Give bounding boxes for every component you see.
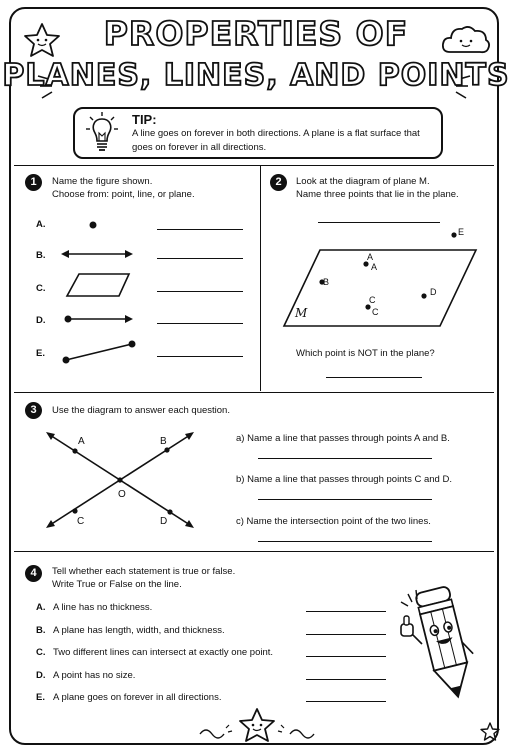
q4-answer-line-e[interactable] [306,701,386,702]
q4-statement-letter: C. [36,647,46,658]
corner-star-icon [480,722,500,742]
q1-figures [55,210,145,370]
point-a [72,448,77,453]
point-b [164,447,169,452]
q3-part-c: c) Name the intersection point of the two lines. [236,516,431,527]
figure-point [90,222,97,229]
question-number-1: 1 [25,174,42,191]
bottom-swirl-decoration-icon [196,722,318,742]
q1-answer-line-b[interactable] [157,258,243,259]
q4-statement-letter: A. [36,602,46,613]
point-c [72,508,77,513]
figure-ray [65,315,134,323]
q1-prompt-line2: Choose from: point, line, or plane. [52,189,195,200]
divider-bottom [14,551,494,552]
q1-prompt-line1: Name the figure shown. [52,176,153,187]
q4-statement-letter: D. [36,670,46,681]
intersecting-lines-diagram [40,425,200,535]
q4-answer-line-c[interactable] [306,656,386,657]
tip-title: TIP: [132,112,157,127]
q3-answer-line-b[interactable] [258,499,432,500]
pencil-mascot-icon [398,584,482,706]
point-d [421,293,426,298]
q1-item-letter: C. [36,283,46,294]
q4-statement-text: A line has no thickness. [53,602,153,613]
divider-vertical [260,166,261,391]
q4-answer-line-b[interactable] [306,634,386,635]
label-c: C [77,516,85,527]
question-number-3: 3 [25,402,42,419]
label-b: B [160,436,167,447]
title-line1: PROPERTIES OF [103,14,409,53]
q2-question: Which point is NOT in the plane? [296,348,435,359]
q4-statement-text: A plane has length, width, and thickness. [53,625,225,636]
q2-answer-line-not-in-plane[interactable] [326,377,422,378]
q3-part-a: a) Name a line that passes through points A and B. [236,433,450,444]
q1-item-letter: D. [36,315,46,326]
q4-answer-line-d[interactable] [306,679,386,680]
q4-prompt-line2: Write True or False on the line. [52,579,182,590]
point-c [365,304,370,309]
point-label-c: C [372,307,379,317]
q4-statement-letter: B. [36,625,46,636]
divider-top [14,165,494,166]
q1-answer-line-c[interactable] [157,291,243,292]
q1-answer-line-a[interactable] [157,229,243,230]
q2-answer-line-points[interactable] [318,222,440,223]
title-line2: PLANES, LINES, AND POINTS [2,58,510,93]
plane-label-m: M [295,306,308,320]
q3-answer-line-a[interactable] [258,458,432,459]
point-label-a: A [367,252,374,262]
q1-item-letter: E. [36,348,45,359]
q4-prompt-line1: Tell whether each statement is true or false. [52,566,236,577]
point-label-b: B [323,277,330,287]
plane-m-diagram [280,240,480,340]
label-d: D [160,516,168,527]
question-number-2: 2 [270,174,287,191]
point-label-a: A [371,262,378,272]
label-a: A [78,436,85,447]
question-number-4: 4 [25,565,42,582]
q4-statement-text: Two different lines can intersect at exactly one point. [53,647,274,658]
point-e [450,231,458,239]
q1-answer-line-e[interactable] [157,356,243,357]
q3-answer-line-c[interactable] [258,541,432,542]
q4-statement-text: A plane goes on forever in all directions. [53,692,222,703]
tip-text: A line goes on forever in both directions. A plane is a flat surface that goes on forever in all directions. [132,128,420,153]
point-label-d: D [430,287,437,297]
point-a [363,261,368,266]
q1-item-letter: A. [36,219,46,230]
figure-segment [63,341,136,364]
lightbulb-icon [86,111,118,155]
q1-item-letter: B. [36,250,46,261]
label-o: O [118,489,126,500]
q2-prompt-line1: Look at the diagram of plane M. [296,176,430,187]
point-d [167,509,172,514]
point-o [117,477,122,482]
divider-middle [14,392,494,393]
q3-prompt: Use the diagram to answer each question. [52,405,230,416]
point-label-e: E [458,227,465,237]
q4-answer-line-a[interactable] [306,611,386,612]
q2-prompt-line2: Name three points that lie in the plane. [296,189,459,200]
point-label-c: C [369,295,376,305]
q1-answer-line-d[interactable] [157,323,243,324]
q4-statement-text: A point has no size. [53,670,136,681]
q3-part-b: b) Name a line that passes through points C and D. [236,474,452,485]
q4-statement-letter: E. [36,692,45,703]
figure-plane [67,274,129,296]
figure-line [61,250,133,258]
